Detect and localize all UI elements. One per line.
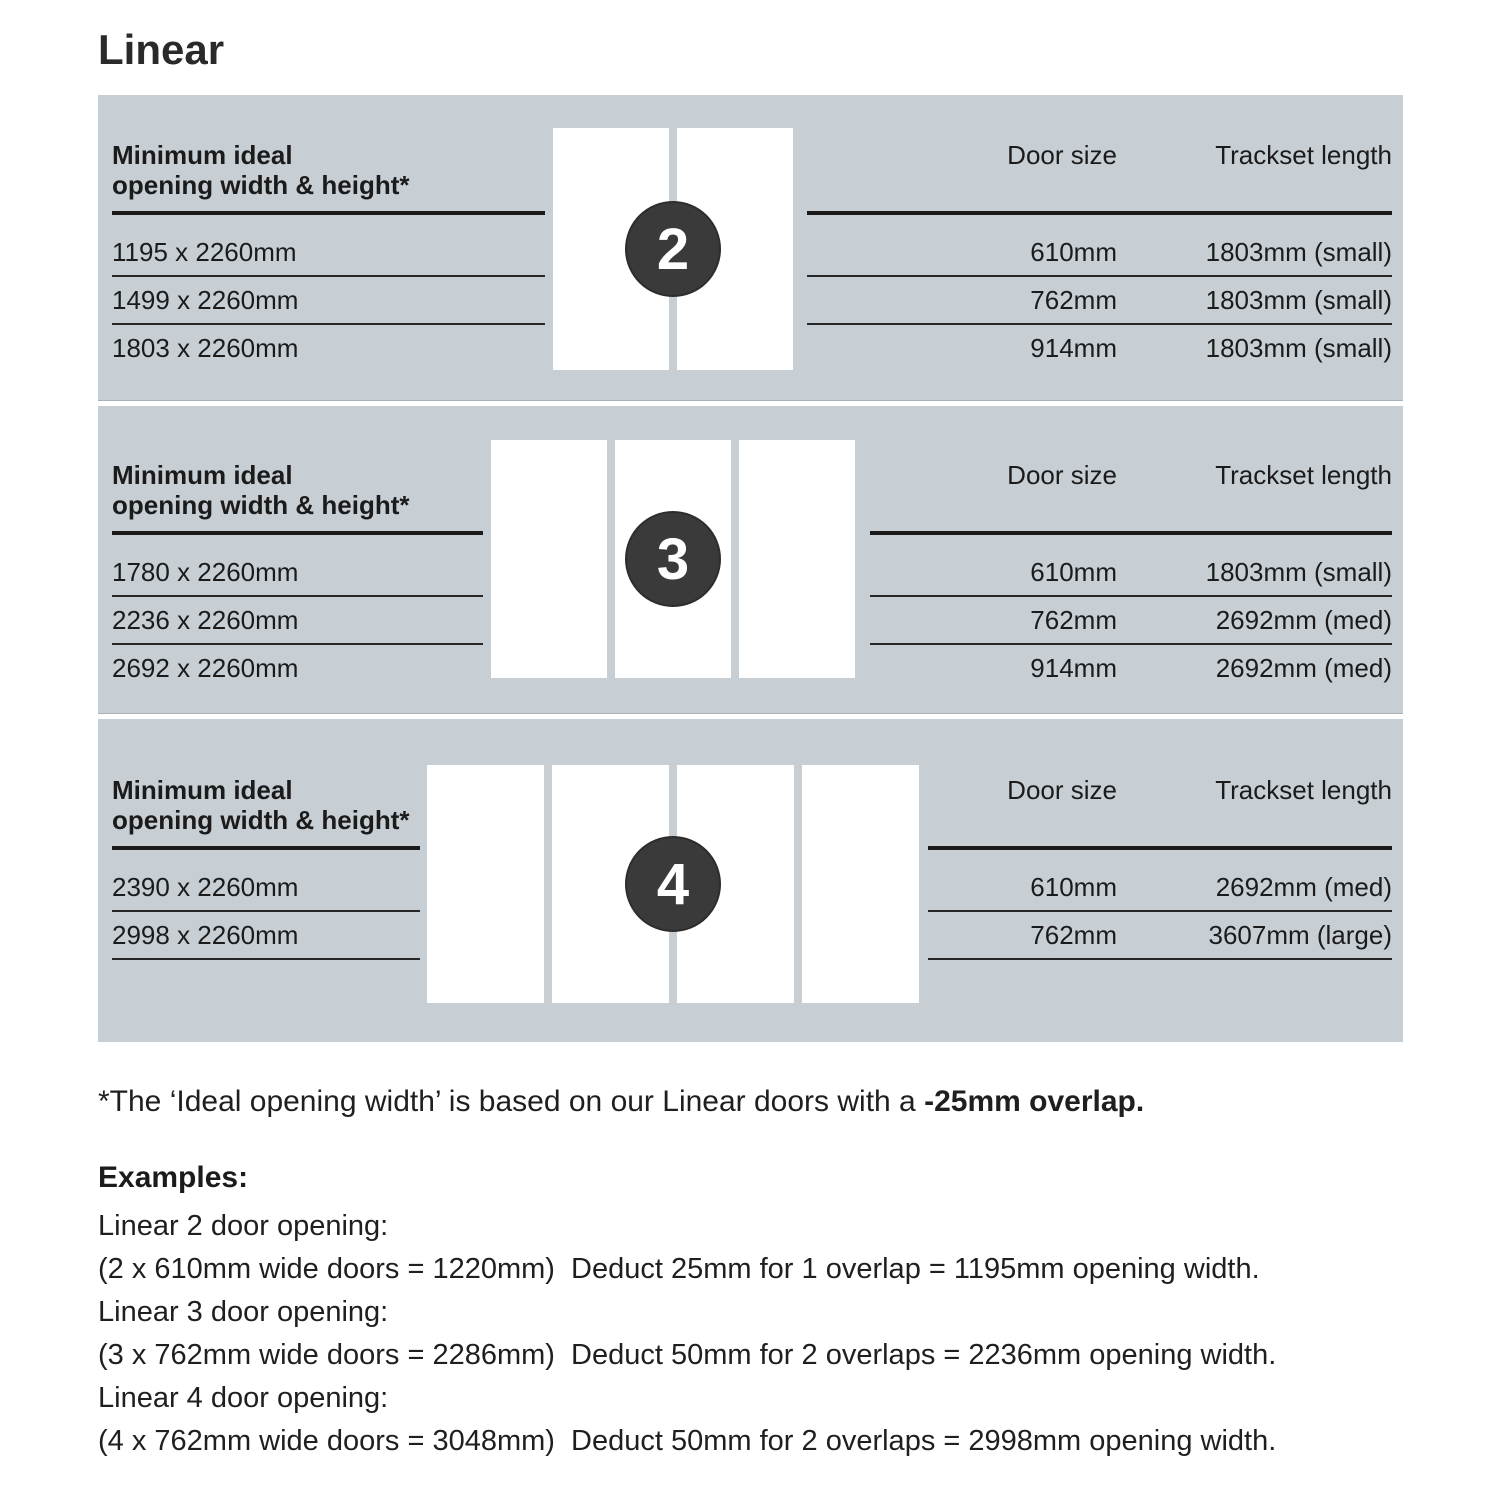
table-row	[870, 597, 1392, 645]
door-count-badge: 2	[625, 201, 721, 297]
example-line: Linear 4 door opening:	[98, 1382, 389, 1414]
door-size-value: 610mm	[1030, 872, 1117, 902]
door-panel	[491, 440, 607, 678]
door-size-value: 914mm	[1030, 333, 1117, 363]
opening-size-row: 1803 x 2260mm	[112, 333, 299, 363]
footnote-bold: -25mm overlap.	[924, 1085, 1145, 1118]
trackset-length-value: 1803mm (small)	[1205, 333, 1392, 363]
table-row	[870, 549, 1392, 597]
example-line: (3 x 762mm wide doors = 2286mm) Deduct 50mm for 2 overlaps = 2236mm opening width.	[98, 1339, 1277, 1371]
table-row	[807, 277, 1392, 325]
opening-size-row: 2236 x 2260mm	[112, 597, 483, 645]
door-panel	[739, 440, 855, 678]
table-row	[807, 229, 1392, 277]
left-column-header	[112, 140, 545, 201]
section-4-door	[98, 718, 1403, 1042]
door-size-value: 610mm	[1030, 557, 1117, 587]
opening-size-row: 1780 x 2260mm	[112, 549, 483, 597]
left-header-line1: Minimum ideal	[112, 460, 293, 490]
section-2-door	[98, 95, 1403, 400]
section-3-door	[98, 405, 1403, 713]
right-column-headers	[870, 460, 1392, 521]
door-size-value: 610mm	[1030, 237, 1117, 267]
header-rule	[112, 846, 420, 850]
opening-size-rows	[112, 549, 483, 691]
opening-size-row: 1195 x 2260mm	[112, 229, 545, 277]
door-size-header: Door size	[1007, 775, 1117, 805]
trackset-length-value: 1803mm (small)	[1205, 285, 1392, 315]
opening-size-row: 1499 x 2260mm	[112, 277, 545, 325]
door-trackset-rows	[928, 864, 1392, 960]
examples-heading: Examples:	[98, 1161, 249, 1194]
door-size-value: 762mm	[1030, 920, 1117, 950]
trackset-length-value: 2692mm (med)	[1215, 653, 1392, 683]
door-diagram-2	[553, 128, 793, 370]
left-header-line2: opening width & height*	[112, 490, 410, 520]
opening-size-rows	[112, 229, 545, 371]
example-line: (2 x 610mm wide doors = 1220mm) Deduct 25mm for 1 overlap = 1195mm opening width.	[98, 1253, 1260, 1285]
opening-size-row: 2998 x 2260mm	[112, 912, 420, 960]
header-rule	[870, 531, 1392, 535]
door-panel	[802, 765, 919, 1003]
example-line: Linear 3 door opening:	[98, 1296, 389, 1328]
door-panel	[427, 765, 544, 1003]
opening-size-table	[112, 775, 420, 960]
left-header-line2: opening width & height*	[112, 170, 410, 200]
right-column-headers	[928, 775, 1392, 836]
example-line: Linear 2 door opening:	[98, 1210, 389, 1242]
left-header-line2: opening width & height*	[112, 805, 410, 835]
opening-size-table	[112, 140, 545, 371]
left-column-header	[112, 460, 483, 521]
left-column-header	[112, 775, 420, 836]
door-count-badge: 4	[625, 836, 721, 932]
table-row	[928, 864, 1392, 912]
door-diagram-3	[491, 440, 855, 678]
door-trackset-table	[870, 460, 1392, 691]
header-rule	[807, 211, 1392, 215]
trackset-length-value: 3607mm (large)	[1208, 920, 1392, 950]
footnote-text: *The ‘Ideal opening width’ is based on our Linear doors with a	[98, 1085, 925, 1118]
door-size-value: 914mm	[1030, 653, 1117, 683]
page-title: Linear	[98, 26, 225, 73]
door-size-value: 762mm	[1030, 605, 1117, 635]
door-size-header: Door size	[1007, 460, 1117, 490]
left-header-line1: Minimum ideal	[112, 140, 293, 170]
opening-size-table	[112, 460, 483, 691]
opening-size-rows	[112, 864, 420, 960]
example-line: (4 x 762mm wide doors = 3048mm) Deduct 50mm for 2 overlaps = 2998mm opening width.	[98, 1425, 1277, 1457]
footnote	[98, 1085, 1458, 1119]
door-size-value: 762mm	[1030, 285, 1117, 315]
table-row	[928, 912, 1392, 960]
trackset-length-value: 1803mm (small)	[1205, 237, 1392, 267]
notes-block	[98, 1085, 1458, 1463]
door-count-badge: 3	[625, 511, 721, 607]
door-trackset-table	[807, 140, 1392, 371]
trackset-length-value: 1803mm (small)	[1205, 557, 1392, 587]
table-row	[807, 325, 1392, 371]
spec-panel	[98, 95, 1403, 1042]
trackset-length-header: Trackset length	[1215, 775, 1392, 805]
door-size-header: Door size	[1007, 140, 1117, 170]
opening-size-row: 2692 x 2260mm	[112, 653, 299, 683]
right-column-headers	[807, 140, 1392, 201]
table-row	[870, 645, 1392, 691]
header-rule	[112, 211, 545, 215]
header-rule	[112, 531, 483, 535]
opening-size-row: 2390 x 2260mm	[112, 864, 420, 912]
trackset-length-header: Trackset length	[1215, 140, 1392, 170]
header-rule	[928, 846, 1392, 850]
trackset-length-header: Trackset length	[1215, 460, 1392, 490]
door-diagram-4	[427, 765, 919, 1003]
trackset-length-value: 2692mm (med)	[1215, 872, 1392, 902]
trackset-length-value: 2692mm (med)	[1215, 605, 1392, 635]
door-trackset-table	[928, 775, 1392, 960]
door-trackset-rows	[807, 229, 1392, 371]
left-header-line1: Minimum ideal	[112, 775, 293, 805]
door-trackset-rows	[870, 549, 1392, 691]
